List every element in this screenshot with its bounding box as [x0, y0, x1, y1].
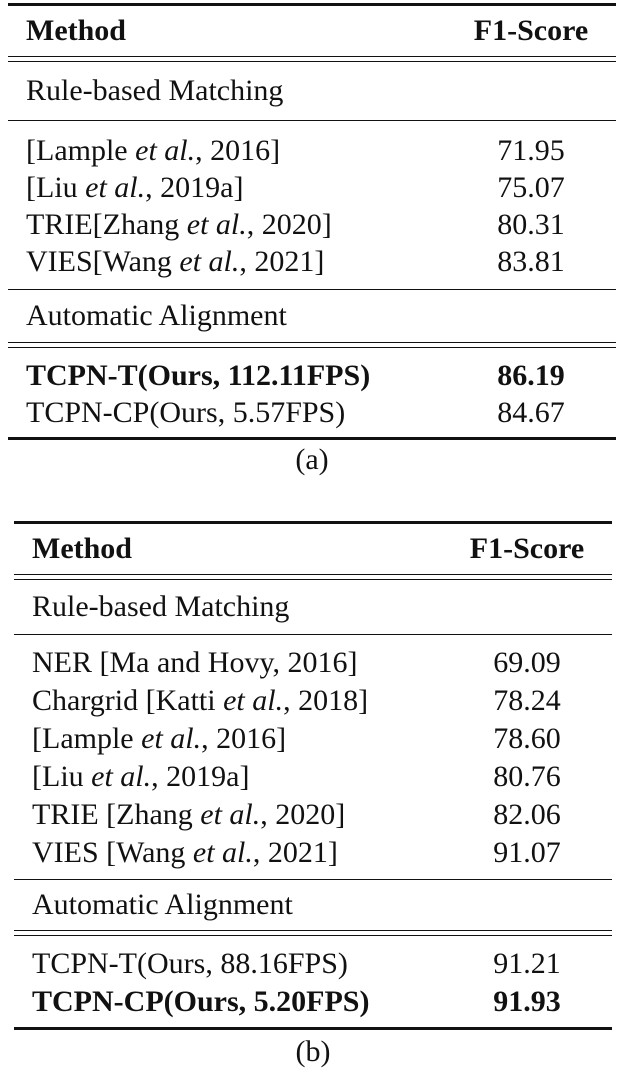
- score-cell: 75.07: [497, 170, 565, 204]
- method-cell: [Liu et al., 2019a]: [32, 760, 250, 793]
- score-cell: 80.31: [497, 207, 565, 241]
- section-rule: [14, 634, 612, 635]
- method-cell: VIES [Wang et al., 2021]: [32, 836, 338, 869]
- score-cell: 78.24: [493, 684, 561, 717]
- table-row: [14, 682, 612, 720]
- method-cell: TCPN-T(Ours, 112.11FPS): [26, 358, 371, 392]
- score-cell: 83.81: [497, 244, 565, 278]
- score-cell: 80.76: [493, 760, 561, 793]
- table-row: [14, 834, 612, 872]
- bottom-rule: [8, 437, 616, 440]
- score-cell: 86.19: [497, 358, 565, 392]
- caption-a: (a): [295, 443, 329, 476]
- table-row: [14, 720, 612, 758]
- score-cell: 91.21: [493, 947, 561, 980]
- score-cell: 91.07: [493, 836, 561, 869]
- method-cell: Chargrid [Katti et al., 2018]: [32, 684, 369, 717]
- section-title-rule-based: Rule-based Matching: [26, 74, 284, 107]
- table-row: [14, 796, 612, 834]
- method-cell: [Liu et al., 2019a]: [26, 170, 244, 204]
- method-cell: TCPN-CP(Ours, 5.57FPS): [26, 395, 346, 429]
- caption-b: (b): [295, 1035, 331, 1068]
- table-row: [14, 644, 612, 682]
- score-cell: 78.60: [493, 722, 561, 755]
- method-cell: TRIE[Zhang et al., 2020]: [26, 207, 332, 241]
- table-row-best: [8, 357, 616, 394]
- method-header: Method: [26, 14, 126, 47]
- score-cell: 69.09: [493, 646, 561, 679]
- table-row: [8, 206, 616, 243]
- score-cell: 91.93: [493, 985, 561, 1018]
- section-title-rule-based: Rule-based Matching: [32, 590, 290, 623]
- method-header: Method: [32, 532, 132, 565]
- table-row-best: [14, 983, 612, 1021]
- table-header: [14, 524, 612, 574]
- table-row: [8, 394, 616, 431]
- table-row: [8, 243, 616, 280]
- table-row: [14, 758, 612, 796]
- table-header: [8, 6, 616, 56]
- method-cell: [Lample et al., 2016]: [32, 722, 287, 755]
- method-cell: TCPN-T(Ours, 88.16FPS): [32, 947, 348, 980]
- results-table-b: [14, 518, 612, 1030]
- results-table-a: [8, 0, 616, 440]
- section-rule: [8, 120, 616, 121]
- method-cell: VIES[Wang et al., 2021]: [26, 244, 325, 278]
- method-cell: NER [Ma and Hovy, 2016]: [32, 646, 358, 679]
- score-cell: 84.67: [497, 395, 565, 429]
- table-row: [8, 169, 616, 206]
- section-double-rule: [14, 930, 612, 936]
- method-cell: [Lample et al., 2016]: [26, 133, 281, 167]
- section-double-rule: [8, 342, 616, 348]
- table-row: [8, 132, 616, 169]
- score-header: F1-Score: [473, 14, 589, 47]
- method-cell: TCPN-CP(Ours, 5.20FPS): [32, 985, 370, 1018]
- table-row: [14, 945, 612, 983]
- section-title-automatic: Automatic Alignment: [32, 888, 293, 921]
- score-cell: 82.06: [493, 798, 561, 831]
- bottom-rule: [14, 1027, 612, 1030]
- section-title-automatic: Automatic Alignment: [26, 299, 287, 332]
- score-cell: 71.95: [497, 133, 565, 167]
- method-cell: TRIE [Zhang et al., 2020]: [32, 798, 346, 831]
- score-header: F1-Score: [469, 532, 585, 565]
